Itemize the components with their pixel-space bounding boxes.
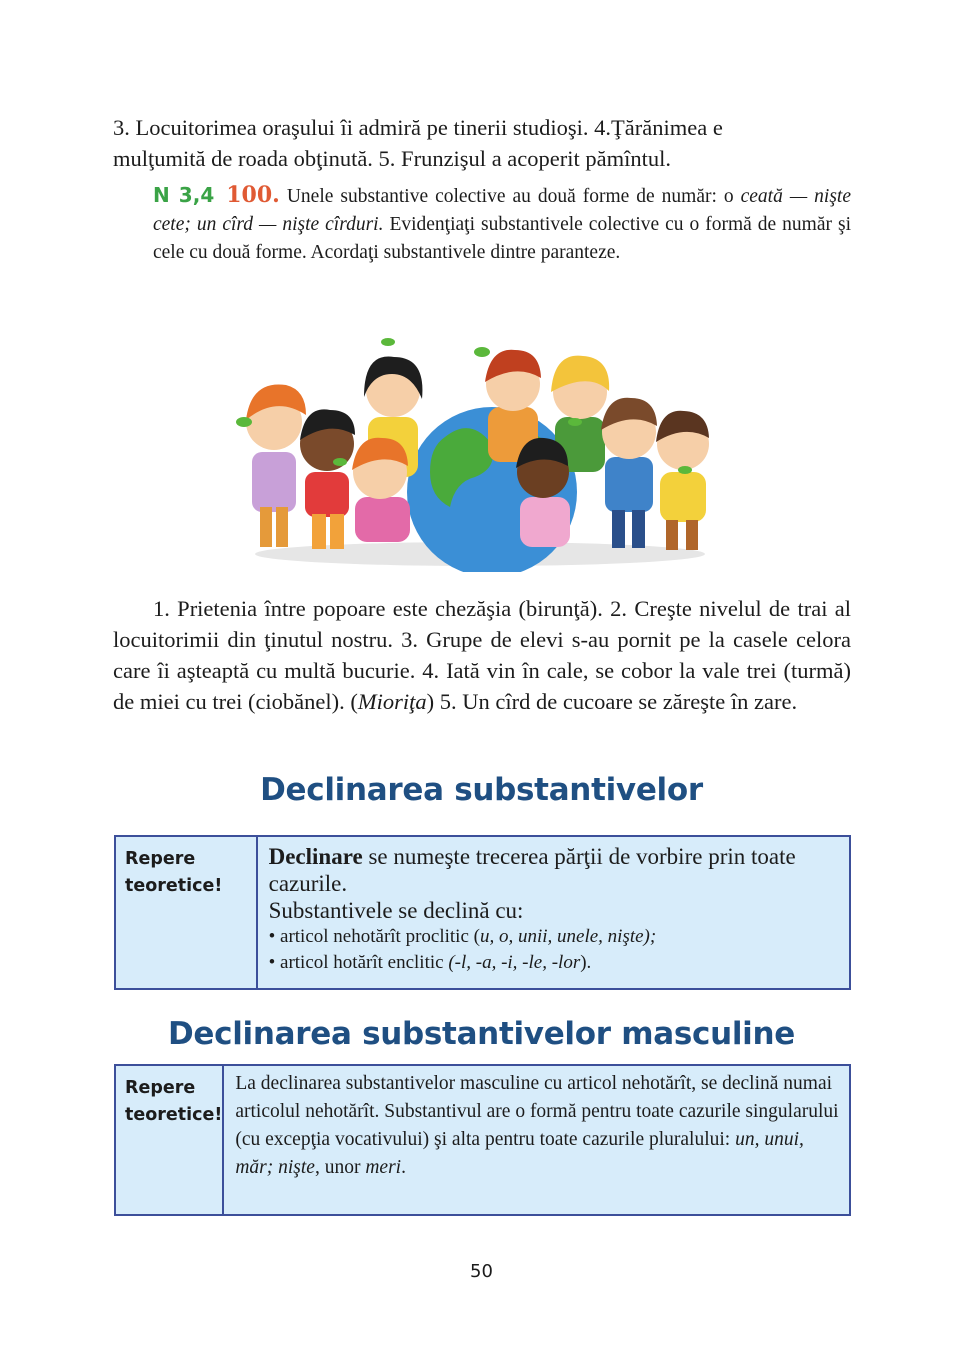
- bullet-item: [269, 924, 839, 950]
- theory-term: Declinare: [268, 844, 363, 869]
- top-paragraph-line2: mulţumită de roada obţinută. 5. Frunzişul a acoperit pămîntul.: [113, 146, 671, 171]
- exercise-example: ceată — nişte cete; un cîrd — nişte cîrduri.: [153, 186, 851, 235]
- theory-italic-1: un, unui, măr; nişte: [235, 1129, 804, 1178]
- page-number: 50: [470, 1261, 493, 1282]
- section1-heading: Declinarea substantivelor: [260, 772, 703, 808]
- section2-heading: Declinarea substantivelor masculine: [167, 1016, 795, 1052]
- theory-content: [258, 837, 849, 988]
- sentences-source: Mioriţa: [357, 689, 427, 714]
- bullet-marker: •: [268, 952, 276, 973]
- children-around-globe-icon: [230, 322, 730, 572]
- theory-label-line2: teoretice!: [125, 876, 223, 896]
- child-9: [656, 411, 709, 550]
- theory-text: La declinarea substantivelor masculine cu articol nehotărît, se declină numai articolul nehotărît. Substantivul are o formă pentru toate cazurile singularului (cu excepţia vocativului) şi alta pentru toate cazurile pluralului:: [235, 1073, 839, 1150]
- top-paragraph: [113, 112, 851, 174]
- bullet-text: articol hotărît enclitic: [280, 952, 449, 973]
- theory-label-line2: teoretice!: [125, 1105, 223, 1125]
- theory-content: [224, 1066, 849, 1214]
- child-2: [300, 409, 355, 549]
- bullet-item: [269, 950, 839, 976]
- theory-box-declension: [114, 835, 851, 990]
- child-1: [246, 384, 306, 547]
- bullet-italic: u, o, unii, unele, nişte);: [479, 926, 657, 947]
- sentences-part2: ) 5. Un cîrd de cucoare se zăreşte în zare.: [426, 689, 798, 714]
- exercise-text-a: Unele substantive colective au două forme de număr: o: [286, 186, 734, 207]
- sentences-part1: 1. Prietenia între popoare este chezăşia (birunţă). 2. Creşte nivelul de trai al locuitorimii din ţinutul nostru. 3. Grupe de elevi s-au pornit pe la casele celora care îi aşteaptă cu multă bucurie. 4. Iată vin în cale, se cobor la vale trei (turmă) de miei cu trei (ciobănel). (: [113, 596, 851, 714]
- theory-intro: Substantivele se declină cu:: [268, 898, 524, 923]
- theory-italic-2: meri: [365, 1157, 402, 1178]
- exercise-text-b: Evidenţiaţi substantivele colective cu o formă de număr şi cele cu două forme. Acordaţi substantivele dintre paranteze.: [153, 214, 851, 263]
- theory-end: .: [401, 1157, 406, 1178]
- exercise-number: 100.: [226, 182, 280, 208]
- theory-label: [116, 1066, 224, 1214]
- child-8: [601, 398, 657, 548]
- theory-mid: , unor: [314, 1157, 366, 1178]
- theory-label: [116, 837, 258, 988]
- bullet-marker: •: [268, 926, 276, 947]
- bullet-italic: (-l, -a, -i, -le, -lor: [448, 952, 581, 973]
- theory-label-line1: Repere: [125, 1078, 196, 1098]
- bullet-text: articol nehotărît proclitic (: [280, 926, 480, 947]
- theory-label-line1: Repere: [125, 849, 196, 869]
- exercise-100: [153, 181, 851, 267]
- theory-definition: se numeşte trecerea părţii de vorbire prin toate cazurile.: [268, 844, 796, 896]
- bullet-after: ).: [580, 952, 592, 973]
- sentences-paragraph: [113, 593, 851, 717]
- child-4: [352, 438, 410, 542]
- top-paragraph-line1: 3. Locuitorimea oraşului îi admiră pe tinerii studioşi. 4.Ţărănimea e: [113, 115, 723, 140]
- theory-box-masculine: [114, 1064, 851, 1216]
- exercise-code: N 3,4: [153, 183, 215, 207]
